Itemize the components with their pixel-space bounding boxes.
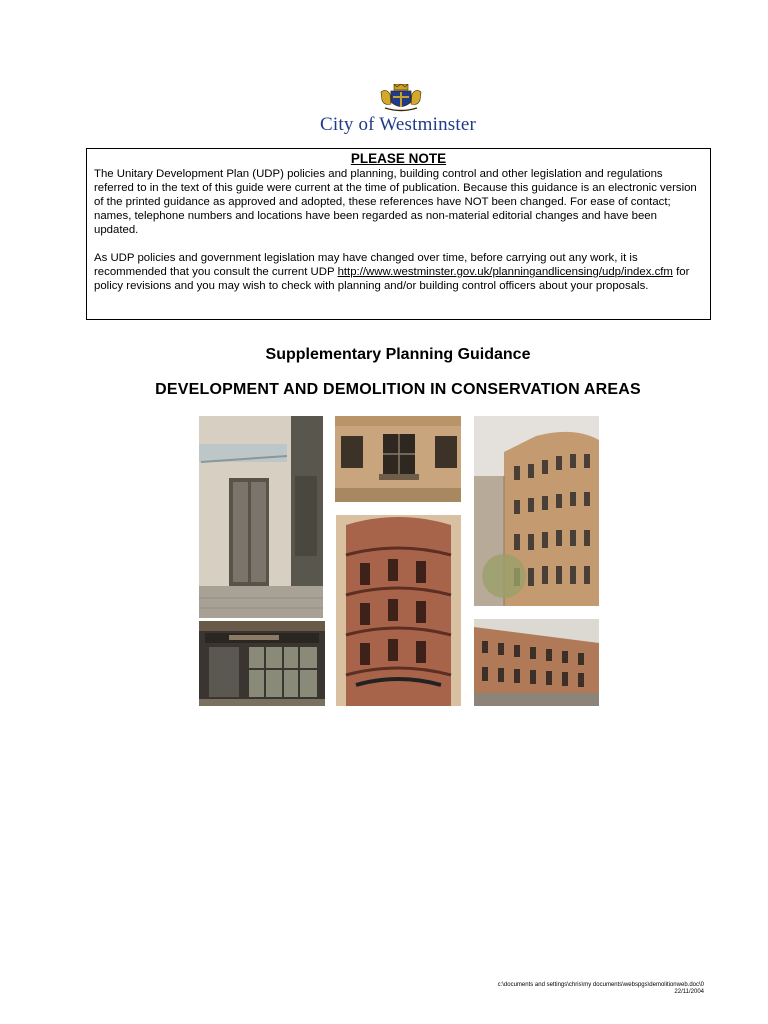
udp-link[interactable]: http://www.westminster.gov.uk/planningandlicensing/udp/index.cfm — [337, 266, 673, 278]
terraced-street-photo — [474, 619, 599, 706]
document-footer — [498, 982, 704, 996]
shopfront-photo — [199, 621, 325, 706]
photo-collage — [199, 416, 599, 706]
note-paragraph-2 — [94, 251, 703, 293]
stone-facade-windows-photo — [335, 416, 461, 502]
please-note-box — [86, 148, 711, 320]
note-paragraph-2-text-end: for policy revisions and you may wish to check with planning and/or building control officers about your proposals. — [94, 266, 690, 292]
note-title: PLEASE NOTE — [350, 151, 447, 166]
page-title: DEVELOPMENT AND DEMOLITION IN CONSERVATION AREAS — [155, 381, 641, 398]
note-paragraph-1: The Unitary Development Plan (UDP) policies and planning, building control and other legislation and regulations referred to in the text of this guide were current at the time of publication. Because this guidance is an electronic version of the printed guidance as approved and adopted, these references have NOT been changed. For ease of contact; names, telephone numbers and locations have been regarded as non-material editorial changes and have been updated. — [94, 168, 697, 236]
curved-office-building-photo — [474, 416, 599, 606]
footer-file-path: c:\documents and settings\chris\my documents\webspgs\demolitionweb.doc\0 — [497, 982, 704, 988]
page-subtitle: Supplementary Planning Guidance — [265, 346, 531, 363]
glass-canopy-entrance-photo — [199, 416, 323, 618]
westminster-crest-icon — [379, 84, 423, 112]
footer-date: 22/11/2004 — [674, 989, 704, 995]
note-paragraph-2-text: As UDP policies and government legislation may have changed over time, before carrying out any work, it is recommended that you consult the current UDP — [94, 252, 638, 278]
ornate-corner-building-photo — [336, 515, 461, 706]
city-of-westminster-logo — [306, 84, 490, 138]
logo-text: City of Westminster — [319, 114, 477, 135]
